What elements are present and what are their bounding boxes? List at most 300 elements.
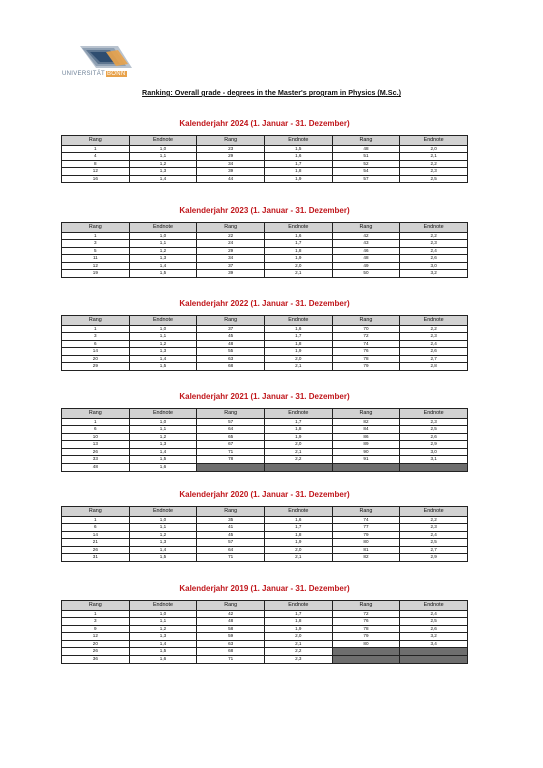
table-row bbox=[62, 531, 468, 539]
table-cell: 1,5 bbox=[129, 456, 197, 464]
table-cell: 26 bbox=[62, 448, 130, 456]
table-cell: 10 bbox=[62, 433, 130, 441]
column-header: Rang bbox=[197, 316, 265, 326]
table-cell bbox=[332, 464, 400, 472]
table-cell: 79 bbox=[332, 633, 400, 641]
column-header: Rang bbox=[197, 507, 265, 517]
table-cell: 64 bbox=[197, 426, 265, 434]
table-cell: 2,5 bbox=[400, 539, 468, 547]
table-cell: 42 bbox=[197, 610, 265, 618]
year-section bbox=[61, 489, 468, 562]
table-cell: 2,3 bbox=[400, 240, 468, 248]
ranking-table bbox=[61, 135, 468, 183]
table-cell: 1,7 bbox=[264, 333, 332, 341]
table-cell: 12 bbox=[62, 633, 130, 641]
table-row bbox=[62, 433, 468, 441]
table-cell: 24 bbox=[197, 240, 265, 248]
table-row bbox=[62, 348, 468, 356]
table-row bbox=[62, 333, 468, 341]
column-header: Endnote bbox=[264, 601, 332, 611]
table-cell: 1,0 bbox=[129, 145, 197, 153]
table-cell: 71 bbox=[197, 448, 265, 456]
table-cell: 20 bbox=[62, 355, 130, 363]
table-header-row bbox=[62, 136, 468, 146]
table-cell: 1,0 bbox=[129, 516, 197, 524]
column-header: Endnote bbox=[264, 136, 332, 146]
table-cell: 1,3 bbox=[129, 168, 197, 176]
table-cell: 82 bbox=[332, 554, 400, 562]
table-cell: 1,5 bbox=[129, 554, 197, 562]
table-cell: 1,3 bbox=[129, 348, 197, 356]
table-row bbox=[62, 516, 468, 524]
table-cell: 1,2 bbox=[129, 160, 197, 168]
table-cell: 2,2 bbox=[264, 648, 332, 656]
table-cell: 48 bbox=[197, 340, 265, 348]
table-cell: 26 bbox=[62, 648, 130, 656]
table-cell: 2,7 bbox=[400, 355, 468, 363]
table-cell: 80 bbox=[332, 539, 400, 547]
table-cell: 1,3 bbox=[129, 539, 197, 547]
column-header: Endnote bbox=[129, 409, 197, 419]
table-cell: 1,6 bbox=[264, 153, 332, 161]
table-cell: 16 bbox=[62, 175, 130, 183]
table-cell: 1,2 bbox=[129, 433, 197, 441]
table-cell: 1,4 bbox=[129, 175, 197, 183]
table-cell: 1,4 bbox=[129, 640, 197, 648]
table-cell bbox=[264, 464, 332, 472]
column-header: Rang bbox=[332, 136, 400, 146]
table-cell: 1 bbox=[62, 610, 130, 618]
table-cell: 42 bbox=[332, 232, 400, 240]
table-header-row bbox=[62, 507, 468, 517]
table-cell: 1 bbox=[62, 145, 130, 153]
table-cell: 34 bbox=[197, 160, 265, 168]
ranking-table bbox=[61, 315, 468, 371]
section-title: Kalenderjahr 2023 (1. Januar - 31. Dezember) bbox=[179, 206, 350, 215]
table-row bbox=[62, 625, 468, 633]
table-cell: 2,1 bbox=[264, 448, 332, 456]
section-title: Kalenderjahr 2021 (1. Januar - 31. Dezember) bbox=[179, 392, 350, 401]
column-header: Rang bbox=[62, 601, 130, 611]
table-row bbox=[62, 153, 468, 161]
table-cell: 22 bbox=[197, 232, 265, 240]
table-cell: 1,9 bbox=[264, 539, 332, 547]
table-cell: 6 bbox=[62, 340, 130, 348]
column-header: Endnote bbox=[129, 601, 197, 611]
table-cell: 41 bbox=[197, 524, 265, 532]
table-cell: 2,2 bbox=[400, 516, 468, 524]
table-cell: 14 bbox=[62, 531, 130, 539]
table-cell: 2,6 bbox=[400, 625, 468, 633]
column-header: Rang bbox=[332, 223, 400, 233]
table-cell: 1,9 bbox=[264, 625, 332, 633]
table-row bbox=[62, 247, 468, 255]
table-cell: 63 bbox=[197, 640, 265, 648]
table-cell: 67 bbox=[197, 441, 265, 449]
table-cell: 58 bbox=[197, 625, 265, 633]
year-section bbox=[61, 298, 468, 371]
column-header: Endnote bbox=[400, 223, 468, 233]
table-cell: 45 bbox=[197, 333, 265, 341]
table-cell: 1,7 bbox=[264, 240, 332, 248]
column-header: Rang bbox=[197, 601, 265, 611]
column-header: Rang bbox=[62, 507, 130, 517]
table-cell: 1,1 bbox=[129, 240, 197, 248]
table-cell: 1,9 bbox=[264, 348, 332, 356]
table-row bbox=[62, 160, 468, 168]
table-cell: 19 bbox=[62, 270, 130, 278]
table-cell: 14 bbox=[62, 348, 130, 356]
table-cell: 21 bbox=[62, 539, 130, 547]
table-cell: 3,0 bbox=[400, 262, 468, 270]
table-cell: 1,6 bbox=[129, 464, 197, 472]
table-cell: 2,6 bbox=[400, 255, 468, 263]
table-cell: 6 bbox=[62, 426, 130, 434]
table-cell: 2,2 bbox=[400, 160, 468, 168]
table-cell: 1,0 bbox=[129, 610, 197, 618]
table-cell: 78 bbox=[332, 625, 400, 633]
table-cell: 79 bbox=[332, 531, 400, 539]
table-row bbox=[62, 618, 468, 626]
table-cell: 1,4 bbox=[129, 546, 197, 554]
column-header: Rang bbox=[197, 136, 265, 146]
table-cell: 54 bbox=[332, 168, 400, 176]
table-cell: 37 bbox=[197, 262, 265, 270]
table-header-row bbox=[62, 601, 468, 611]
table-cell: 3,4 bbox=[400, 640, 468, 648]
table-cell: 74 bbox=[332, 340, 400, 348]
table-cell: 2,5 bbox=[400, 426, 468, 434]
table-cell: 20 bbox=[62, 640, 130, 648]
column-header: Endnote bbox=[129, 223, 197, 233]
table-row bbox=[62, 145, 468, 153]
page-title: Ranking: Overall grade - degrees in the Master's program in Physics (M.Sc.) bbox=[142, 88, 401, 97]
table-row bbox=[62, 240, 468, 248]
table-cell: 39 bbox=[197, 168, 265, 176]
ranking-table bbox=[61, 600, 468, 664]
column-header: Endnote bbox=[129, 136, 197, 146]
table-cell: 2,4 bbox=[400, 610, 468, 618]
table-cell: 1,6 bbox=[264, 516, 332, 524]
year-section bbox=[61, 205, 468, 278]
table-cell: 1,2 bbox=[129, 340, 197, 348]
table-cell: 72 bbox=[332, 610, 400, 618]
table-row bbox=[62, 539, 468, 547]
table-row bbox=[62, 363, 468, 371]
table-cell: 1,4 bbox=[129, 355, 197, 363]
table-cell: 1,1 bbox=[129, 618, 197, 626]
section-title: Kalenderjahr 2019 (1. Januar - 31. Dezember) bbox=[179, 584, 350, 593]
table-cell: 1,5 bbox=[129, 363, 197, 371]
table-cell: 29 bbox=[197, 153, 265, 161]
table-cell: 1,8 bbox=[264, 247, 332, 255]
table-cell: 2,2 bbox=[400, 325, 468, 333]
table-cell bbox=[197, 464, 265, 472]
table-cell: 74 bbox=[332, 516, 400, 524]
table-cell: 1,8 bbox=[264, 168, 332, 176]
table-row bbox=[62, 656, 468, 664]
table-cell: 1,7 bbox=[264, 160, 332, 168]
table-cell: 12 bbox=[62, 168, 130, 176]
table-cell: 26 bbox=[62, 546, 130, 554]
table-cell: 35 bbox=[197, 516, 265, 524]
table-cell: 3 bbox=[62, 333, 130, 341]
column-header: Endnote bbox=[400, 409, 468, 419]
table-cell: 2,3 bbox=[400, 524, 468, 532]
logo-text-highlight: BONN bbox=[106, 71, 126, 77]
column-header: Endnote bbox=[400, 136, 468, 146]
table-cell: 43 bbox=[332, 240, 400, 248]
table-cell: 48 bbox=[332, 255, 400, 263]
table-row bbox=[62, 441, 468, 449]
table-cell: 71 bbox=[197, 656, 265, 664]
table-row bbox=[62, 418, 468, 426]
column-header: Rang bbox=[62, 316, 130, 326]
table-cell: 1,3 bbox=[129, 441, 197, 449]
table-header-row bbox=[62, 223, 468, 233]
table-row bbox=[62, 554, 468, 562]
table-cell: 84 bbox=[332, 426, 400, 434]
column-header: Rang bbox=[197, 223, 265, 233]
table-cell bbox=[332, 656, 400, 664]
table-cell: 89 bbox=[332, 441, 400, 449]
table-cell: 48 bbox=[62, 464, 130, 472]
table-cell: 1 bbox=[62, 232, 130, 240]
table-cell: 2,1 bbox=[264, 554, 332, 562]
table-cell: 50 bbox=[332, 270, 400, 278]
column-header: Rang bbox=[332, 409, 400, 419]
table-cell: 2,5 bbox=[400, 175, 468, 183]
table-cell: 52 bbox=[332, 160, 400, 168]
column-header: Rang bbox=[197, 409, 265, 419]
table-row bbox=[62, 255, 468, 263]
table-cell: 2,4 bbox=[400, 247, 468, 255]
column-header: Endnote bbox=[129, 507, 197, 517]
table-cell: 1 bbox=[62, 325, 130, 333]
table-row bbox=[62, 456, 468, 464]
column-header: Endnote bbox=[400, 507, 468, 517]
table-cell: 2,4 bbox=[400, 531, 468, 539]
table-row bbox=[62, 448, 468, 456]
table-cell: 1,8 bbox=[264, 426, 332, 434]
table-cell: 3,2 bbox=[400, 633, 468, 641]
table-cell: 36 bbox=[62, 656, 130, 664]
table-cell: 11 bbox=[62, 255, 130, 263]
table-cell: 13 bbox=[62, 441, 130, 449]
table-cell: 81 bbox=[332, 546, 400, 554]
table-header-row bbox=[62, 409, 468, 419]
table-cell: 1,8 bbox=[264, 340, 332, 348]
column-header: Rang bbox=[332, 601, 400, 611]
table-cell: 2,0 bbox=[264, 441, 332, 449]
table-cell: 3 bbox=[62, 618, 130, 626]
column-header: Endnote bbox=[264, 409, 332, 419]
column-header: Rang bbox=[332, 316, 400, 326]
table-cell: 46 bbox=[332, 247, 400, 255]
table-cell: 76 bbox=[332, 348, 400, 356]
table-cell: 77 bbox=[332, 524, 400, 532]
column-header: Endnote bbox=[400, 316, 468, 326]
table-cell: 1,1 bbox=[129, 333, 197, 341]
table-cell: 33 bbox=[62, 456, 130, 464]
table-cell: 91 bbox=[332, 456, 400, 464]
table-row bbox=[62, 270, 468, 278]
table-row bbox=[62, 355, 468, 363]
table-row bbox=[62, 464, 468, 472]
table-cell: 1,1 bbox=[129, 153, 197, 161]
table-cell: 5 bbox=[62, 247, 130, 255]
table-cell: 63 bbox=[197, 355, 265, 363]
table-cell: 2,9 bbox=[400, 441, 468, 449]
table-cell: 55 bbox=[197, 348, 265, 356]
table-cell: 1,6 bbox=[129, 656, 197, 664]
table-cell: 1,9 bbox=[264, 433, 332, 441]
column-header: Rang bbox=[62, 136, 130, 146]
table-row bbox=[62, 524, 468, 532]
table-cell: 1,0 bbox=[129, 232, 197, 240]
table-cell: 1,6 bbox=[264, 325, 332, 333]
table-cell: 51 bbox=[332, 153, 400, 161]
table-cell bbox=[400, 656, 468, 664]
table-cell: 2,6 bbox=[400, 433, 468, 441]
table-row bbox=[62, 232, 468, 240]
table-cell: 45 bbox=[197, 531, 265, 539]
table-cell: 29 bbox=[62, 363, 130, 371]
table-cell: 1,2 bbox=[129, 247, 197, 255]
table-row bbox=[62, 426, 468, 434]
table-cell: 2,9 bbox=[400, 554, 468, 562]
table-cell: 2,1 bbox=[264, 640, 332, 648]
ranking-table bbox=[61, 222, 468, 278]
table-cell bbox=[332, 648, 400, 656]
table-cell: 78 bbox=[332, 355, 400, 363]
table-cell: 37 bbox=[197, 325, 265, 333]
logo-wordmark bbox=[62, 71, 127, 77]
table-cell: 82 bbox=[332, 418, 400, 426]
table-cell: 1,5 bbox=[129, 648, 197, 656]
table-cell: 70 bbox=[332, 325, 400, 333]
column-header: Endnote bbox=[264, 316, 332, 326]
table-cell: 1,2 bbox=[129, 531, 197, 539]
column-header: Endnote bbox=[264, 223, 332, 233]
table-cell: 1,1 bbox=[129, 524, 197, 532]
table-cell: 1,7 bbox=[264, 524, 332, 532]
table-cell bbox=[400, 648, 468, 656]
table-cell: 1,7 bbox=[264, 610, 332, 618]
table-cell: 2,3 bbox=[400, 168, 468, 176]
table-cell: 72 bbox=[332, 333, 400, 341]
table-cell: 1,7 bbox=[264, 418, 332, 426]
table-cell: 59 bbox=[197, 633, 265, 641]
table-cell bbox=[400, 464, 468, 472]
table-cell: 1,3 bbox=[129, 633, 197, 641]
table-cell: 2,0 bbox=[264, 546, 332, 554]
table-cell: 48 bbox=[197, 618, 265, 626]
table-cell: 65 bbox=[197, 433, 265, 441]
table-cell: 48 bbox=[332, 145, 400, 153]
table-cell: 39 bbox=[197, 270, 265, 278]
table-cell: 34 bbox=[197, 255, 265, 263]
table-cell: 1,6 bbox=[264, 232, 332, 240]
table-cell: 2,8 bbox=[400, 363, 468, 371]
table-row bbox=[62, 168, 468, 176]
table-cell: 1,2 bbox=[129, 625, 197, 633]
table-row bbox=[62, 325, 468, 333]
table-cell: 2,0 bbox=[264, 355, 332, 363]
table-cell: 23 bbox=[197, 145, 265, 153]
table-cell: 29 bbox=[197, 247, 265, 255]
table-cell: 1,9 bbox=[264, 175, 332, 183]
column-header: Endnote bbox=[264, 507, 332, 517]
table-cell: 49 bbox=[332, 262, 400, 270]
table-cell: 1,5 bbox=[129, 270, 197, 278]
table-cell: 2,6 bbox=[400, 348, 468, 356]
table-cell: 3,0 bbox=[400, 448, 468, 456]
table-cell: 78 bbox=[197, 456, 265, 464]
table-row bbox=[62, 640, 468, 648]
table-cell: 1,5 bbox=[264, 145, 332, 153]
table-row bbox=[62, 633, 468, 641]
table-cell: 71 bbox=[197, 554, 265, 562]
table-cell: 2,0 bbox=[400, 145, 468, 153]
section-title: Kalenderjahr 2022 (1. Januar - 31. Dezember) bbox=[179, 299, 350, 308]
table-cell: 9 bbox=[62, 625, 130, 633]
table-cell: 80 bbox=[332, 640, 400, 648]
table-cell: 2,3 bbox=[400, 333, 468, 341]
column-header: Rang bbox=[62, 409, 130, 419]
table-cell: 3,2 bbox=[400, 270, 468, 278]
year-section bbox=[61, 118, 468, 183]
table-cell: 2,0 bbox=[264, 633, 332, 641]
table-cell: 1,8 bbox=[264, 618, 332, 626]
table-cell: 68 bbox=[197, 648, 265, 656]
table-cell: 2,3 bbox=[264, 656, 332, 664]
table-cell: 57 bbox=[197, 418, 265, 426]
table-cell: 1,8 bbox=[264, 531, 332, 539]
table-cell: 12 bbox=[62, 262, 130, 270]
table-cell: 31 bbox=[62, 554, 130, 562]
table-cell: 57 bbox=[197, 539, 265, 547]
table-row bbox=[62, 262, 468, 270]
table-row bbox=[62, 175, 468, 183]
table-cell: 1,3 bbox=[129, 255, 197, 263]
table-cell: 76 bbox=[332, 618, 400, 626]
table-cell: 6 bbox=[62, 524, 130, 532]
table-cell: 2,4 bbox=[400, 340, 468, 348]
section-title: Kalenderjahr 2024 (1. Januar - 31. Dezember) bbox=[179, 119, 350, 128]
table-cell: 1,4 bbox=[129, 262, 197, 270]
table-cell: 2,7 bbox=[400, 546, 468, 554]
column-header: Endnote bbox=[129, 316, 197, 326]
table-cell: 79 bbox=[332, 363, 400, 371]
table-row bbox=[62, 648, 468, 656]
table-cell: 2,1 bbox=[264, 363, 332, 371]
table-row bbox=[62, 340, 468, 348]
table-cell: 1,0 bbox=[129, 418, 197, 426]
table-row bbox=[62, 610, 468, 618]
table-cell: 68 bbox=[197, 363, 265, 371]
column-header: Rang bbox=[332, 507, 400, 517]
table-cell: 64 bbox=[197, 546, 265, 554]
ranking-table bbox=[61, 408, 468, 472]
table-cell: 2,3 bbox=[400, 418, 468, 426]
table-cell: 1,9 bbox=[264, 255, 332, 263]
table-cell: 2,1 bbox=[400, 153, 468, 161]
table-cell: 2,1 bbox=[264, 270, 332, 278]
table-cell: 57 bbox=[332, 175, 400, 183]
table-cell: 2,2 bbox=[400, 232, 468, 240]
year-section bbox=[61, 583, 468, 664]
